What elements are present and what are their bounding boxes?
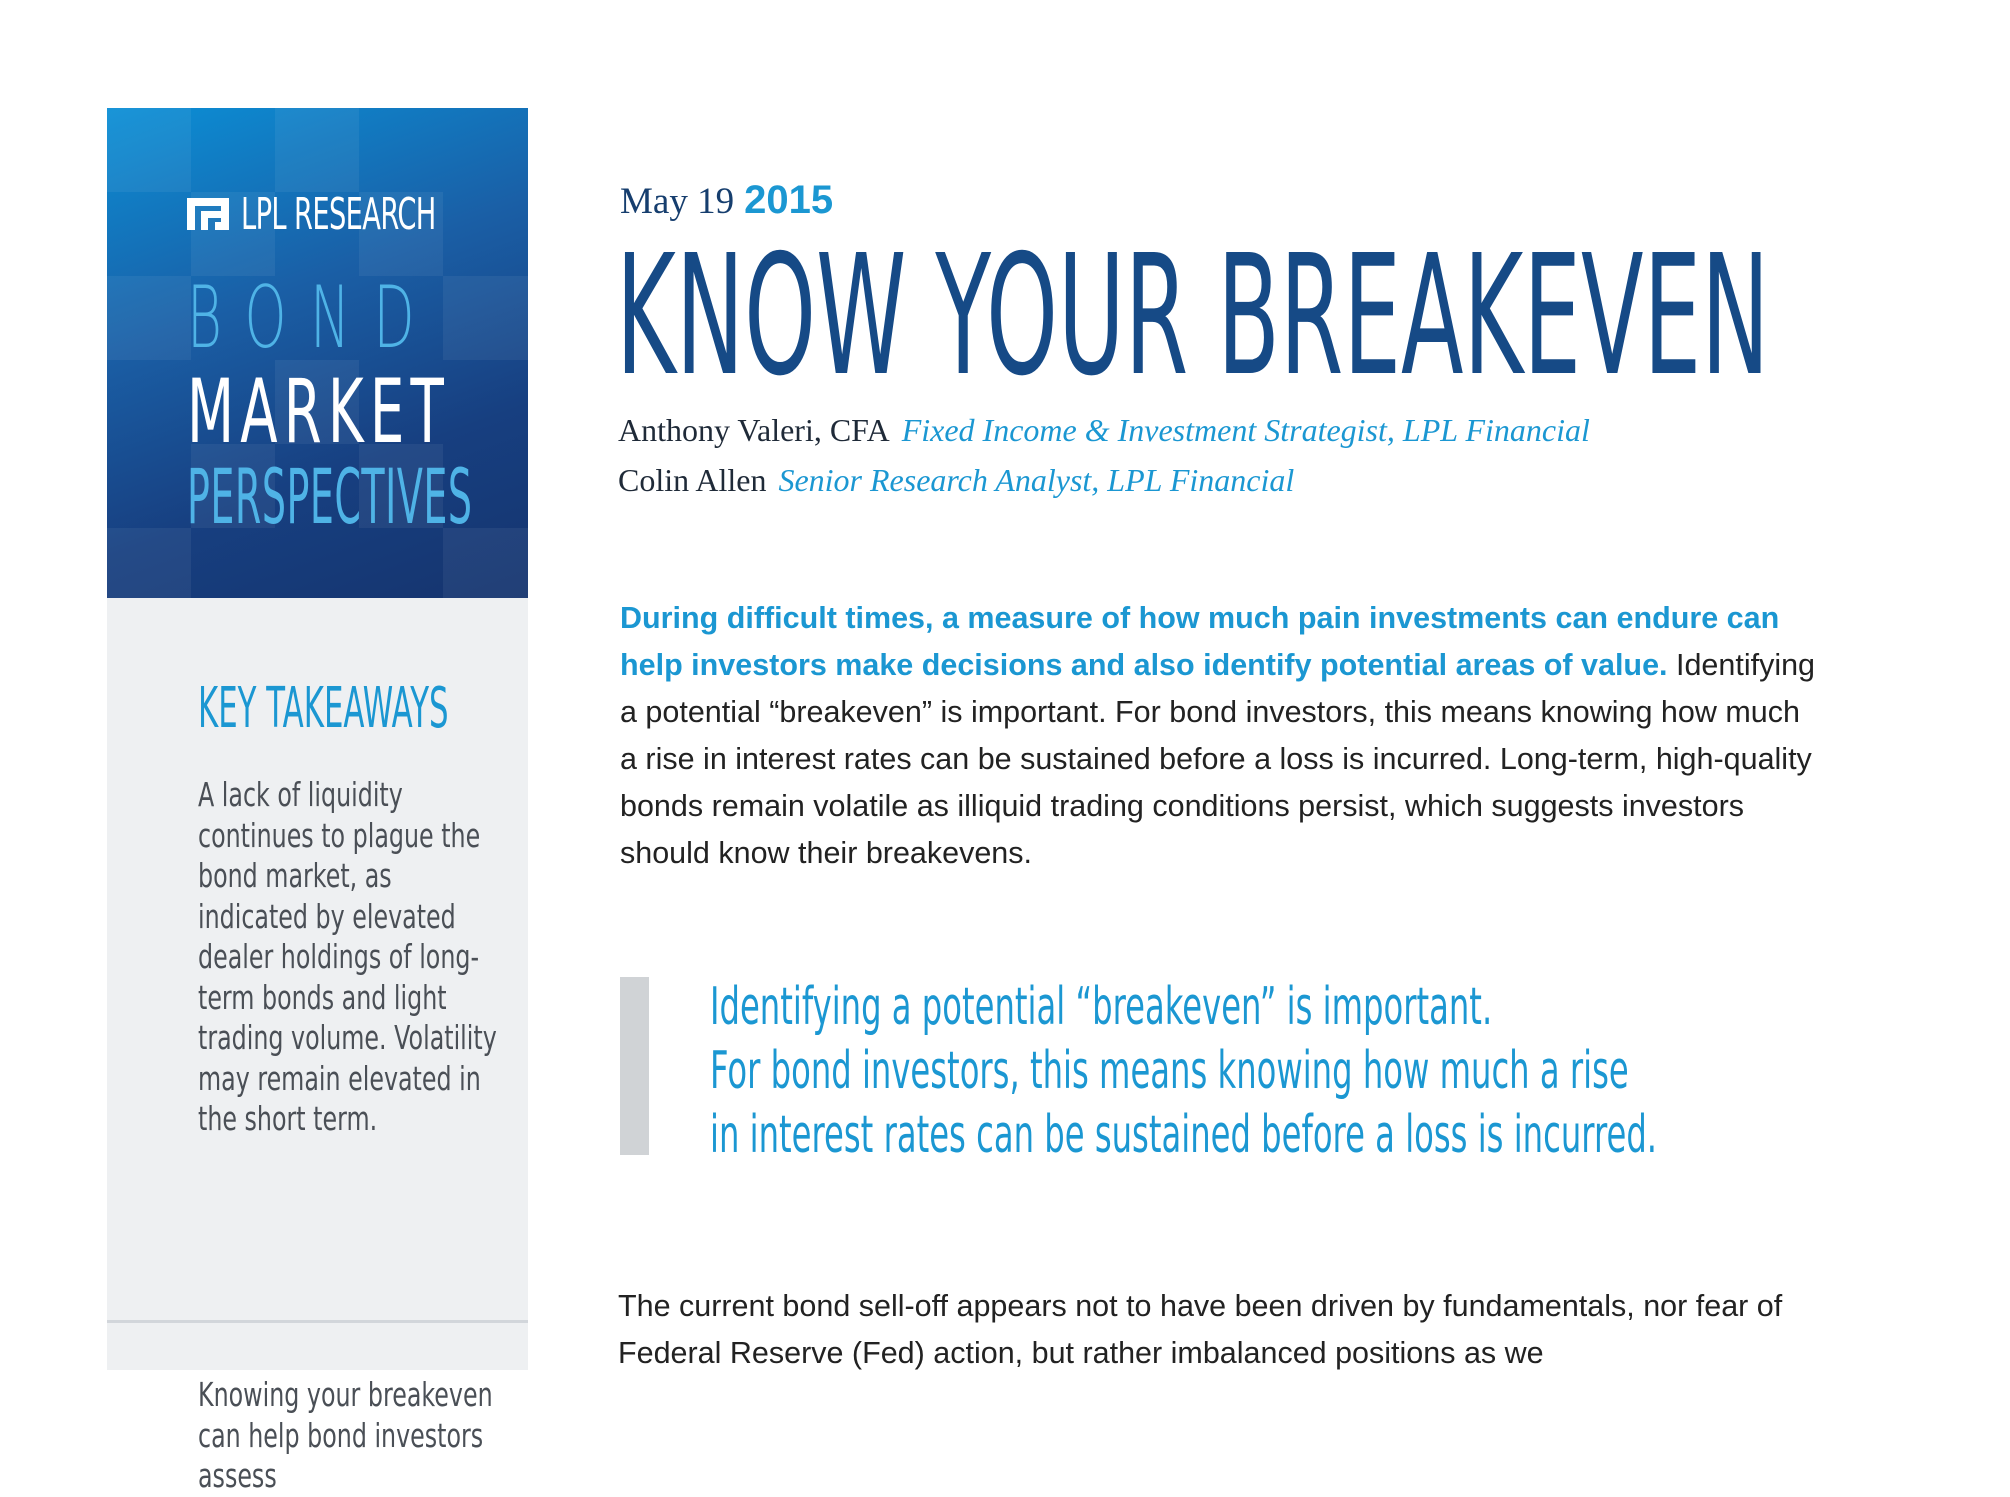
series-title-perspectives: PERSPECTIVES [187, 452, 473, 541]
body-paragraph: The current bond sell-off appears not to have been driven by fundamentals, nor fear of Federal Reserve (Fed) action, but rather imbalanced positions as we [618, 1289, 1783, 1370]
intro-highlight: During difficult times, a measure of how much pain investments can endure can help investors make decisions and also identify potential areas of value. [620, 601, 1780, 682]
sidebar [107, 108, 528, 1495]
pull-quote-bar [620, 977, 649, 1155]
brand [187, 188, 436, 240]
pull-quote [710, 975, 1658, 1167]
brand-name: LPL RESEARCH [241, 188, 436, 240]
date-month-day: May 19 [620, 181, 735, 222]
author-role: Senior Research Analyst, LPL Financial [778, 462, 1295, 498]
author-name: Colin Allen [618, 462, 767, 498]
series-title-market: MARKET [187, 360, 451, 463]
author-line [618, 462, 1294, 499]
pull-quote-line: Identifying a potential “breakeven” is important. [710, 977, 1493, 1037]
takeaway-divider [107, 1320, 528, 1323]
takeaway-item: A lack of liquidity continues to plague the bond market, as indicated by elevated dealer holdings of long-term bonds and light trading volume. Volatility may remain elevated in the short term. [198, 775, 497, 1138]
author-line [618, 412, 1590, 449]
takeaway-item: Knowing your breakeven can help bond investors assess [198, 1375, 493, 1495]
pull-quote-line: For bond investors, this means knowing how much a rise [710, 1041, 1629, 1101]
author-role: Fixed Income & Investment Strategist, LPL Financial [901, 412, 1590, 448]
intro-body: Identifying a potential “breakeven” is important. For bond investors, this means knowing how much a rise in interest rates can be sustained before a loss is incurred. Long-term, high-quality bonds remain volatile as illiquid trading conditions persist, which suggests investors should know their breakevens. [620, 648, 1816, 870]
author-name: Anthony Valeri, CFA [618, 412, 890, 448]
publication-banner [107, 108, 528, 598]
key-takeaways-heading: KEY TAKEAWAYS [198, 676, 449, 741]
intro-paragraph [620, 595, 1820, 877]
series-title-bond: BOND [187, 268, 439, 368]
lpl-logo-icon [187, 194, 229, 234]
publication-date [620, 178, 833, 223]
page-title: KNOW YOUR BREAKEVEN [616, 220, 1770, 413]
pull-quote-line: in interest rates can be sustained before a loss is incurred. [710, 1105, 1658, 1165]
key-takeaways-panel [107, 598, 528, 1495]
date-year: 2015 [744, 178, 834, 222]
